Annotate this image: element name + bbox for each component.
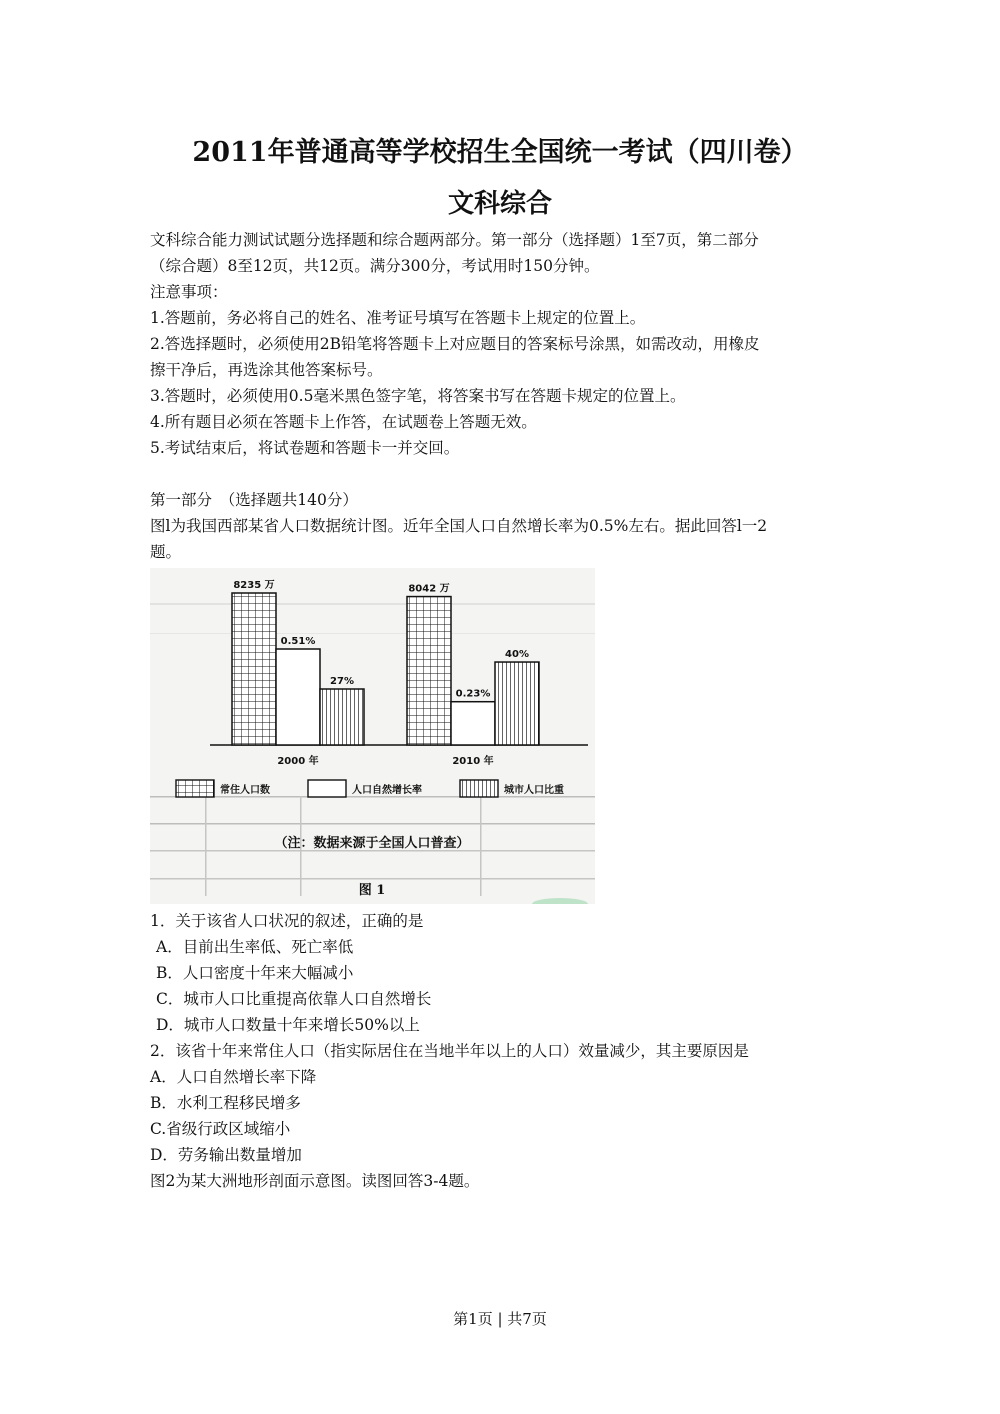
question-1-option-b: B．人口密度十年来大幅减小 [156, 964, 354, 982]
chart-note: （注：数据来源于全国人口普查） [274, 836, 470, 851]
x-tick-label: 2000 年 [277, 756, 319, 767]
question-2-option-a: A．人口自然增长率下降 [150, 1068, 317, 1086]
note-item: 5.考试结束后，将试卷题和答题卡一并交回。 [150, 439, 460, 457]
bar-2-2 [451, 702, 495, 745]
question-2-option-b: B．水利工程移民增多 [150, 1094, 301, 1112]
part1-prompt-line-1: 图l为我国西部某省人口数据统计图。近年全国人口自然增长率为0.5%左右。据此回答l一2 [150, 517, 768, 535]
bar-1-1 [232, 593, 276, 745]
data-label: 8235 万 [233, 580, 275, 591]
legend-swatch-3 [460, 780, 498, 797]
figure-1 [150, 568, 595, 904]
note-item: 3.答题时，必须使用0.5毫米黑色签字笔，将答案书写在答题卡规定的位置上。 [150, 387, 686, 405]
intro-line-1: 文科综合能力测试试题分选择题和综合题两部分。第一部分（选择题）1至7页，第二部分 [150, 231, 759, 249]
bar-3-1 [320, 689, 364, 745]
legend-label: 人口自然增长率 [352, 785, 422, 796]
legend-swatch-2 [308, 780, 346, 797]
note-item: 4.所有题目必须在答题卡上作答，在试题卷上答题无效。 [150, 413, 537, 431]
question-1-option-c: C．城市人口比重提高依靠人口自然增长 [156, 990, 432, 1008]
bar-3-2 [495, 662, 539, 745]
notes-heading: 注意事项： [150, 283, 228, 301]
question-2-option-d: D．劳务输出数量增加 [150, 1146, 302, 1164]
note-item: 1.答题前，务必将自己的姓名、准考证号填写在答题卡上规定的位置上。 [150, 309, 646, 327]
data-label: 27% [330, 676, 354, 687]
question-2-stem: 2．该省十年来常住人口（指实际居住在当地半年以上的人口）效量减少，其主要原因是 [150, 1042, 749, 1060]
question-1-option-a: A．目前出生率低、死亡率低 [156, 938, 354, 956]
data-label: 0.23% [455, 688, 491, 700]
exam-subtitle: 文科综合 [447, 189, 552, 219]
question-1-stem: 1．关于该省人口状况的叙述，正确的是 [150, 912, 424, 930]
next-prompt: 图2为某大洲地形剖面示意图。读图回答3-4题。 [150, 1172, 480, 1190]
exam-title: 2011年普通高等学校招生全国统一考试（四川卷） [192, 137, 808, 168]
part1-prompt-line-2: 题。 [150, 543, 182, 561]
legend-label: 常住人口数 [220, 785, 270, 796]
bar-1-2 [407, 597, 451, 745]
legend-label: 城市人口比重 [504, 785, 564, 796]
figure-1-chart [150, 568, 595, 904]
question-1-option-d: D．城市人口数量十年来增长50%以上 [156, 1016, 420, 1034]
page-number: 第1页 | 共7页 [453, 1310, 547, 1328]
intro-line-2: （综合题）8至12页，共12页。满分300分，考试用时150分钟。 [150, 257, 600, 275]
x-tick-label: 2010 年 [452, 756, 494, 767]
chart-caption: 图 1 [358, 883, 386, 898]
legend-swatch-1 [176, 780, 214, 797]
note-item: 2.答选择题时，必须使用2B铅笔将答题卡上对应题目的答案标号涂黑，如需改动，用橡皮 [150, 335, 760, 353]
part1-heading: 第一部分 （选择题共140分） [150, 491, 358, 509]
data-label: 8042 万 [408, 583, 450, 595]
question-2-option-c: C.省级行政区域缩小 [150, 1120, 291, 1138]
data-label: 40% [505, 649, 529, 661]
note-item: 擦干净后，再选涂其他答案标号。 [150, 361, 383, 379]
bar-2-1 [276, 649, 320, 745]
data-label: 0.51% [280, 636, 316, 647]
